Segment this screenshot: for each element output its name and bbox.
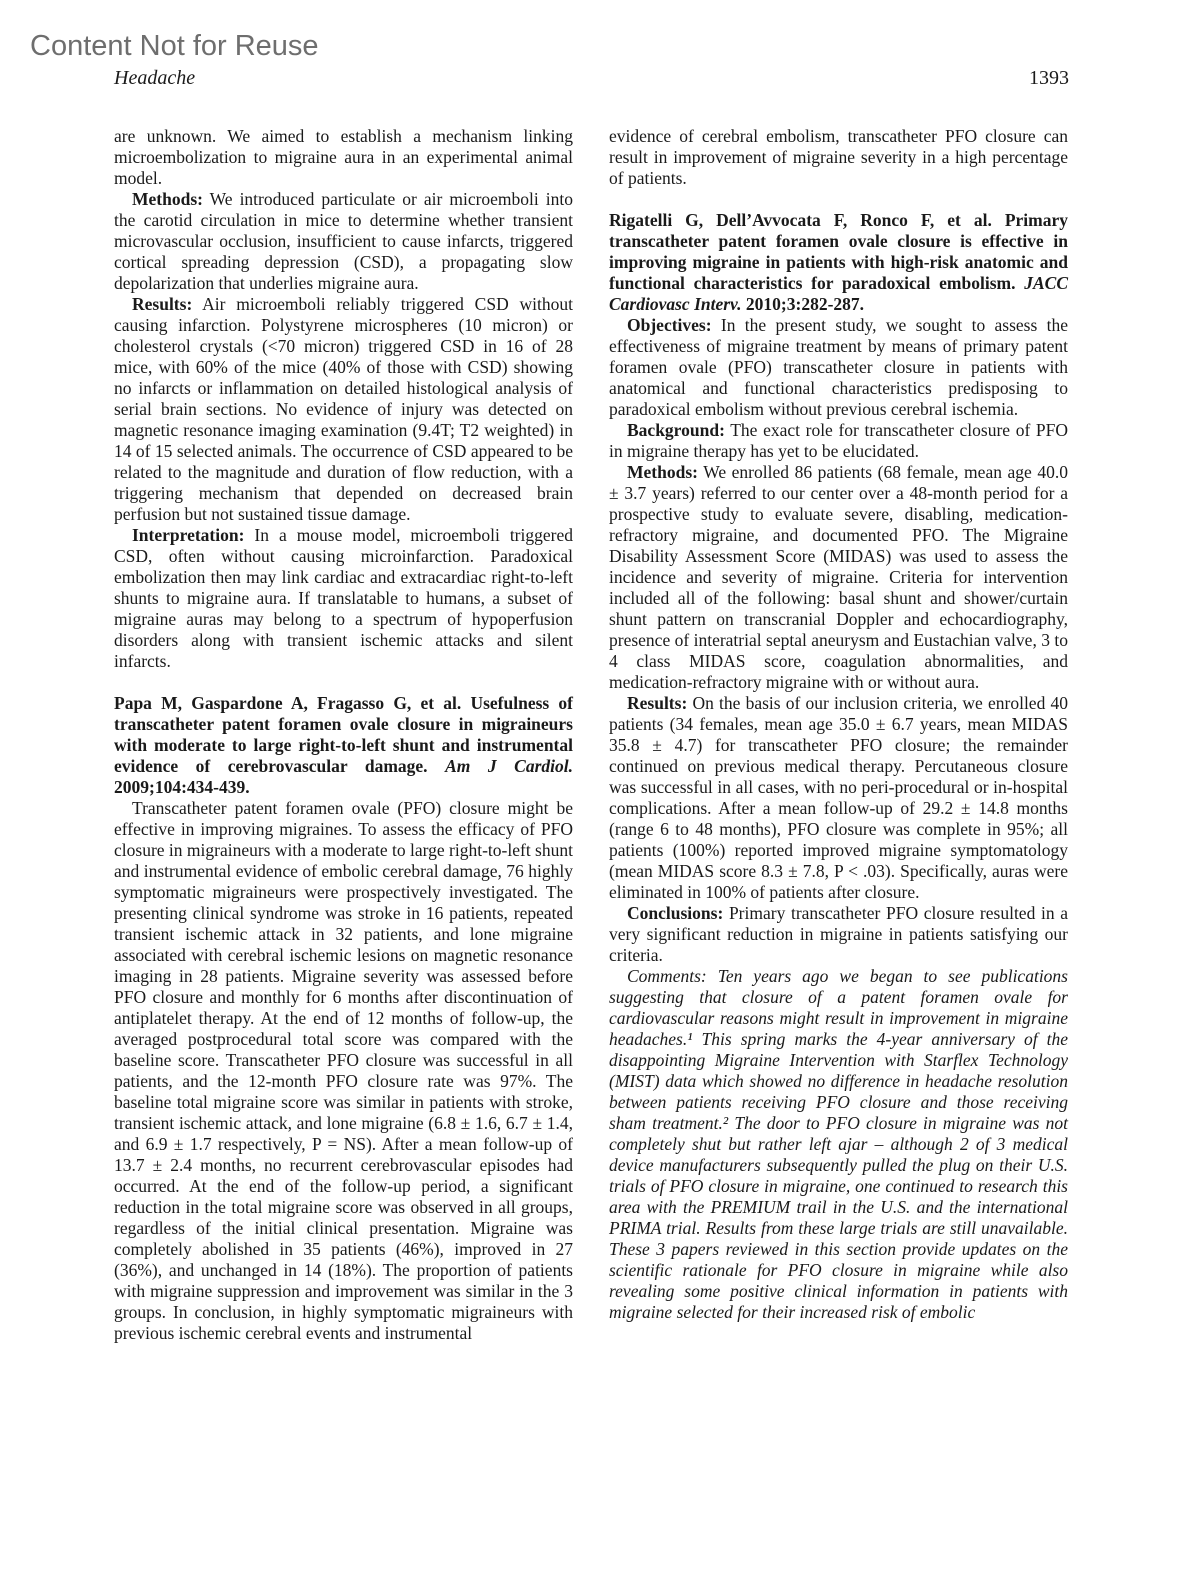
methods-paragraph xyxy=(609,462,1068,693)
results-text: On the basis of our inclusion criteria, we enrolled 40 patients (34 females, mean age 35.0 ± 6.7 years, mean MIDAS 35.8 ± 4.7) for transcatheter PFO closure; the remainder continued on previous medical therapy. Percutaneous closure was successful in all cases, with no peri-procedural or in-hospital complications. After a mean follow-up of 29.2 ± 14.8 months (range 6 to 48 months), PFO closure was complete in 95%; all patients (100%) reported improved migraine symptomatology (mean MIDAS score 8.3 ± 7.8, P < .03). Specifically, auras were eliminated in 100% of patients after closure. xyxy=(609,693,1068,902)
interpretation-paragraph xyxy=(114,525,573,672)
citation-papa xyxy=(114,693,573,798)
citation-journal: JACC Cardiovasc Interv. xyxy=(609,273,1069,314)
comments-paragraph: Comments: Ten years ago we began to see publications suggesting that closure of a patent foramen ovale for cardiovascular reasons might result in improvement in migraine headaches.¹ This spring marks the 4-year anniversary of the disappointing Migraine Intervention with Starflex Technology (MIST) data which showed no difference in headache resolution between patients receiving PFO closure and those receiving sham treatment.² The door to PFO closure in migraine was not completely shut but rather left ajar – although 2 of 3 medical device manufacturers subsequently pulled the plug on their U.S. trials of PFO closure in migraine, one continued to research this area with the PREMIUM trail in the U.S. and the international PRIMA trial. Results from these large trials are still unavailable. These 3 papers reviewed in this section provide updates on the scientific rationale for PFO closure in migraine while also revealing some positive clinical information in patients with migraine selected for their increased risk of embolic xyxy=(609,966,1068,1322)
objectives-paragraph xyxy=(609,315,1068,420)
citation-ref: 2010;3:282-287. xyxy=(745,294,865,314)
results-label: Results: xyxy=(627,693,688,713)
interpretation-text: In a mouse model, microemboli triggered CSD, often without causing microinfarction. Paradoxical embolization then may link cardiac and extracardiac right-to-left shunts to migraine aura. If translatable to humans, a subset of migraine auras may belong to a spectrum of hypoperfusion disorders along with transient ischemic attacks and silent infarcts. xyxy=(114,525,573,671)
page-number: 1393 xyxy=(1029,67,1069,89)
interpretation-label: Interpretation: xyxy=(132,525,245,545)
running-head: Headache xyxy=(114,67,196,89)
citation-authors-title: Papa M, Gaspardone A, Fragasso G, et al. Usefulness of transcatheter patent foramen ovale closure in migraineurs with moderate to large right-to-left shunt and instrumental evidence of cerebrovascular damage. xyxy=(114,693,573,776)
intro-paragraph: are unknown. We aimed to establish a mechanism linking microembolization to migraine aura in an experimental animal model. xyxy=(114,126,573,188)
objectives-text: In the present study, we sought to assess the effectiveness of migraine treatment by means of primary patent foramen ovale (PFO) transcatheter closure in patients with anatomical and functional characteristics predisposing to paradoxical embolism without previous cerebral ischemia. xyxy=(609,315,1068,419)
methods-paragraph xyxy=(114,189,573,294)
methods-label: Methods: xyxy=(627,462,698,482)
results-label: Results: xyxy=(132,294,193,314)
citation-rigatelli xyxy=(609,210,1068,315)
citation-ref: 2009;104:434-439. xyxy=(114,777,250,797)
results-paragraph xyxy=(609,693,1068,903)
results-text: Air microemboli reliably triggered CSD without causing infarction. Polystyrene microspheres (10 micron) or cholesterol crystals (<70 micron) triggered CSD in 16 of 28 mice, with 60% of the mice (40% of those with CSD) showing no infarcts or inflammation on detailed histological analysis of serial brain sections. No evidence of injury was detected on magnetic resonance imaging examination (9.4T; T2 weighted) in 14 of 15 selected animals. The occurrence of CSD appeared to be related to the magnitude and duration of flow reduction, with a triggering mechanism that depended on decreased brain perfusion but not sustained tissue damage. xyxy=(114,294,573,524)
background-paragraph xyxy=(609,420,1068,462)
right-column xyxy=(609,126,1068,1323)
citation-authors-title: Rigatelli G, Dell’Avvocata F, Ronco F, et al. Primary transcatheter patent foramen ovale closure is effective in improving migraine in patients with high-risk anatomic and functional characteristics for paradoxical embolism. xyxy=(609,210,1068,293)
methods-text: We introduced particulate or air microemboli into the carotid circulation in mice to determine whether transient microvascular occlusion, insufficient to cause infarcts, triggered cortical spreading depression (CSD), a propagating slow depolarization that underlies migraine aura. xyxy=(114,189,573,293)
conclusions-text: Primary transcatheter PFO closure resulted in a very significant reduction in migraine in patients satisfying our criteria. xyxy=(609,903,1069,965)
citation-journal: Am J Cardiol. xyxy=(445,756,574,776)
objectives-label: Objectives: xyxy=(627,315,712,335)
abstract-paragraph: Transcatheter patent foramen ovale (PFO) closure might be effective in improving migraines. To assess the efficacy of PFO closure in migraineurs with a moderate to large right-to-left shunt and instrumental evidence of embolic cerebral damage, 76 highly symptomatic migraineurs were prospectively investigated. The presenting clinical syndrome was stroke in 16 patients, repeated transient ischemic attack in 32 patients, and lone migraine associated with cerebral ischemic lesions on magnetic resonance imaging in 28 patients. Migraine severity was assessed before PFO closure and monthly for 6 months after discontinuation of antiplatelet therapy. At the end of 12 months of follow-up, the averaged postprocedural total score was compared with the baseline score. Transcatheter PFO closure was successful in all patients, and the 12-month PFO closure rate was 97%. The baseline total migraine score was similar in patients with stroke, transient ischemic attack, and lone migraine (6.8 ± 1.6, 6.7 ± 1.4, and 6.9 ± 1.7 respectively, P = NS). After a mean follow-up of 13.7 ± 2.4 months, no recurrent cerebrovascular episodes had occurred. At the end of the follow-up period, a significant reduction in the total migraine score was observed in all groups, regardless of the initial clinical presentation. Migraine was completely abolished in 35 patients (46%), improved in 27 (36%), and unchanged in 14 (18%). The proportion of patients with migraine suppression and improvement was similar in the 3 groups. In conclusion, in highly symptomatic migraineurs with previous ischemic cerebral events and instrumental xyxy=(114,798,573,1343)
methods-label: Methods: xyxy=(132,189,203,209)
conclusions-label: Conclusions: xyxy=(627,903,724,923)
results-paragraph xyxy=(114,294,573,525)
conclusions-paragraph xyxy=(609,903,1068,966)
continued-paragraph: evidence of cerebral embolism, transcatheter PFO closure can result in improvement of migraine severity in a high percentage of patients. xyxy=(609,126,1068,188)
watermark: Content Not for Reuse xyxy=(30,30,319,62)
methods-text: We enrolled 86 patients (68 female, mean age 40.0 ± 3.7 years) referred to our center over a 48-month period for a prospective study to evaluate severe, disabling, medication-refractory migraine, and documented PFO. The Migraine Disability Assessment Score (MIDAS) was used to assess the incidence and severity of migraine. Criteria for intervention included all of the following: basal shunt and shower/curtain shunt pattern on transcranial Doppler and echocardiography, presence of interatrial septal aneurysm and Eustachian valve, 3 to 4 class MIDAS score, coagulation abnormalities, and medication-refractory migraine with or without aura. xyxy=(609,462,1068,692)
background-label: Background: xyxy=(627,420,725,440)
background-text: The exact role for transcatheter closure of PFO in migraine therapy has yet to be elucidated. xyxy=(609,420,1069,461)
left-column xyxy=(114,126,573,1344)
